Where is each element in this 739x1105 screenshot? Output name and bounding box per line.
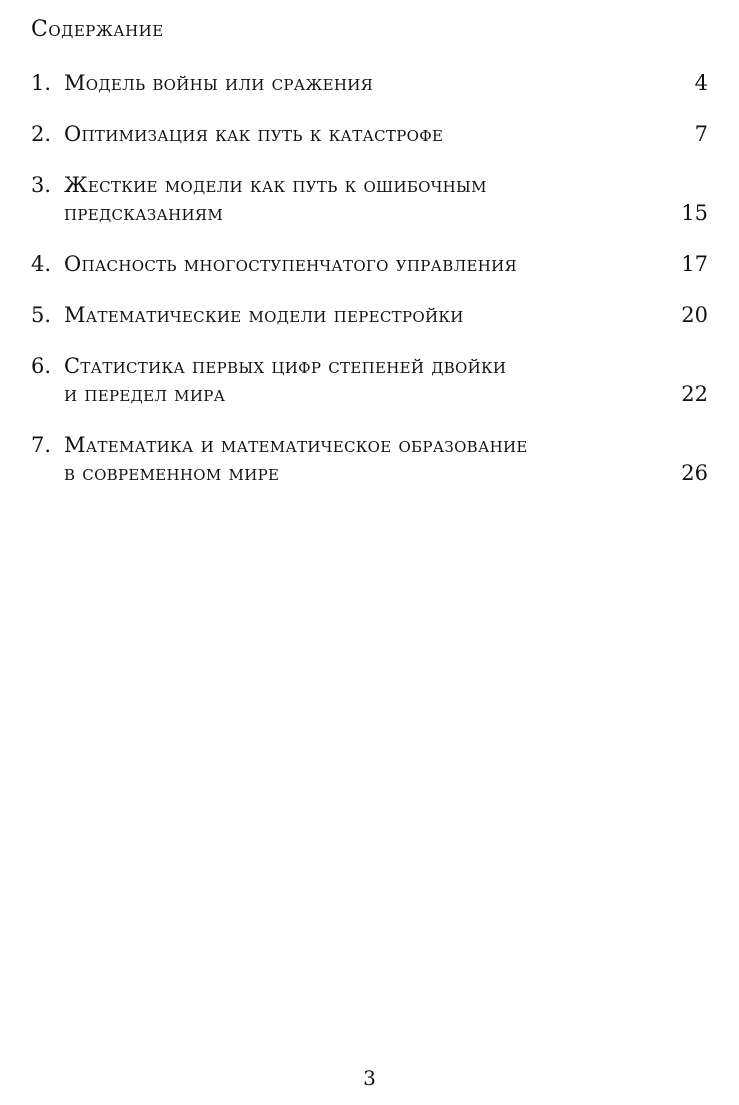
entry-title-line: Математика и математическое образование [64,433,528,457]
entry-title-line: Оптимизация как путь к катастрофе [64,122,444,146]
entry-page-number: 22 [681,382,708,406]
entry-title [64,250,644,278]
entry-number: 5. [31,303,52,327]
entry-title-line: Статистика первых цифр степеней двойки [64,354,507,378]
entry-page-number: 26 [681,461,708,485]
entry-number: 3. [31,173,52,197]
entry-title-line: Опасность многоступенчатого управления [64,252,517,276]
entry-title [64,431,644,487]
entry-page-number: 20 [681,303,708,327]
entry-title [64,120,644,148]
entry-page-number: 4 [694,71,708,95]
entry-title [64,301,644,329]
entry-title-line: Жесткие модели как путь к ошибочным [64,173,487,197]
entry-title [64,69,644,97]
page-title: Содержание [31,17,164,42]
entry-page-number: 7 [694,122,708,146]
page-number: 3 [363,1066,376,1090]
entry-title-line: Математические модели перестройки [64,303,464,327]
entry-title [64,352,644,408]
entry-title-line: предсказаниям [64,201,224,225]
entry-number: 6. [31,354,52,378]
entry-title-line: Модель войны или сражения [64,71,374,95]
entry-page-number: 15 [681,201,708,225]
entry-number: 4. [31,252,52,276]
entry-title [64,171,644,227]
entry-title-line: и передел мира [64,382,226,406]
entry-number: 1. [31,71,52,95]
entry-title-line: в современном мире [64,461,280,485]
entry-number: 2. [31,122,52,146]
entry-page-number: 17 [681,252,708,276]
entry-number: 7. [31,433,52,457]
